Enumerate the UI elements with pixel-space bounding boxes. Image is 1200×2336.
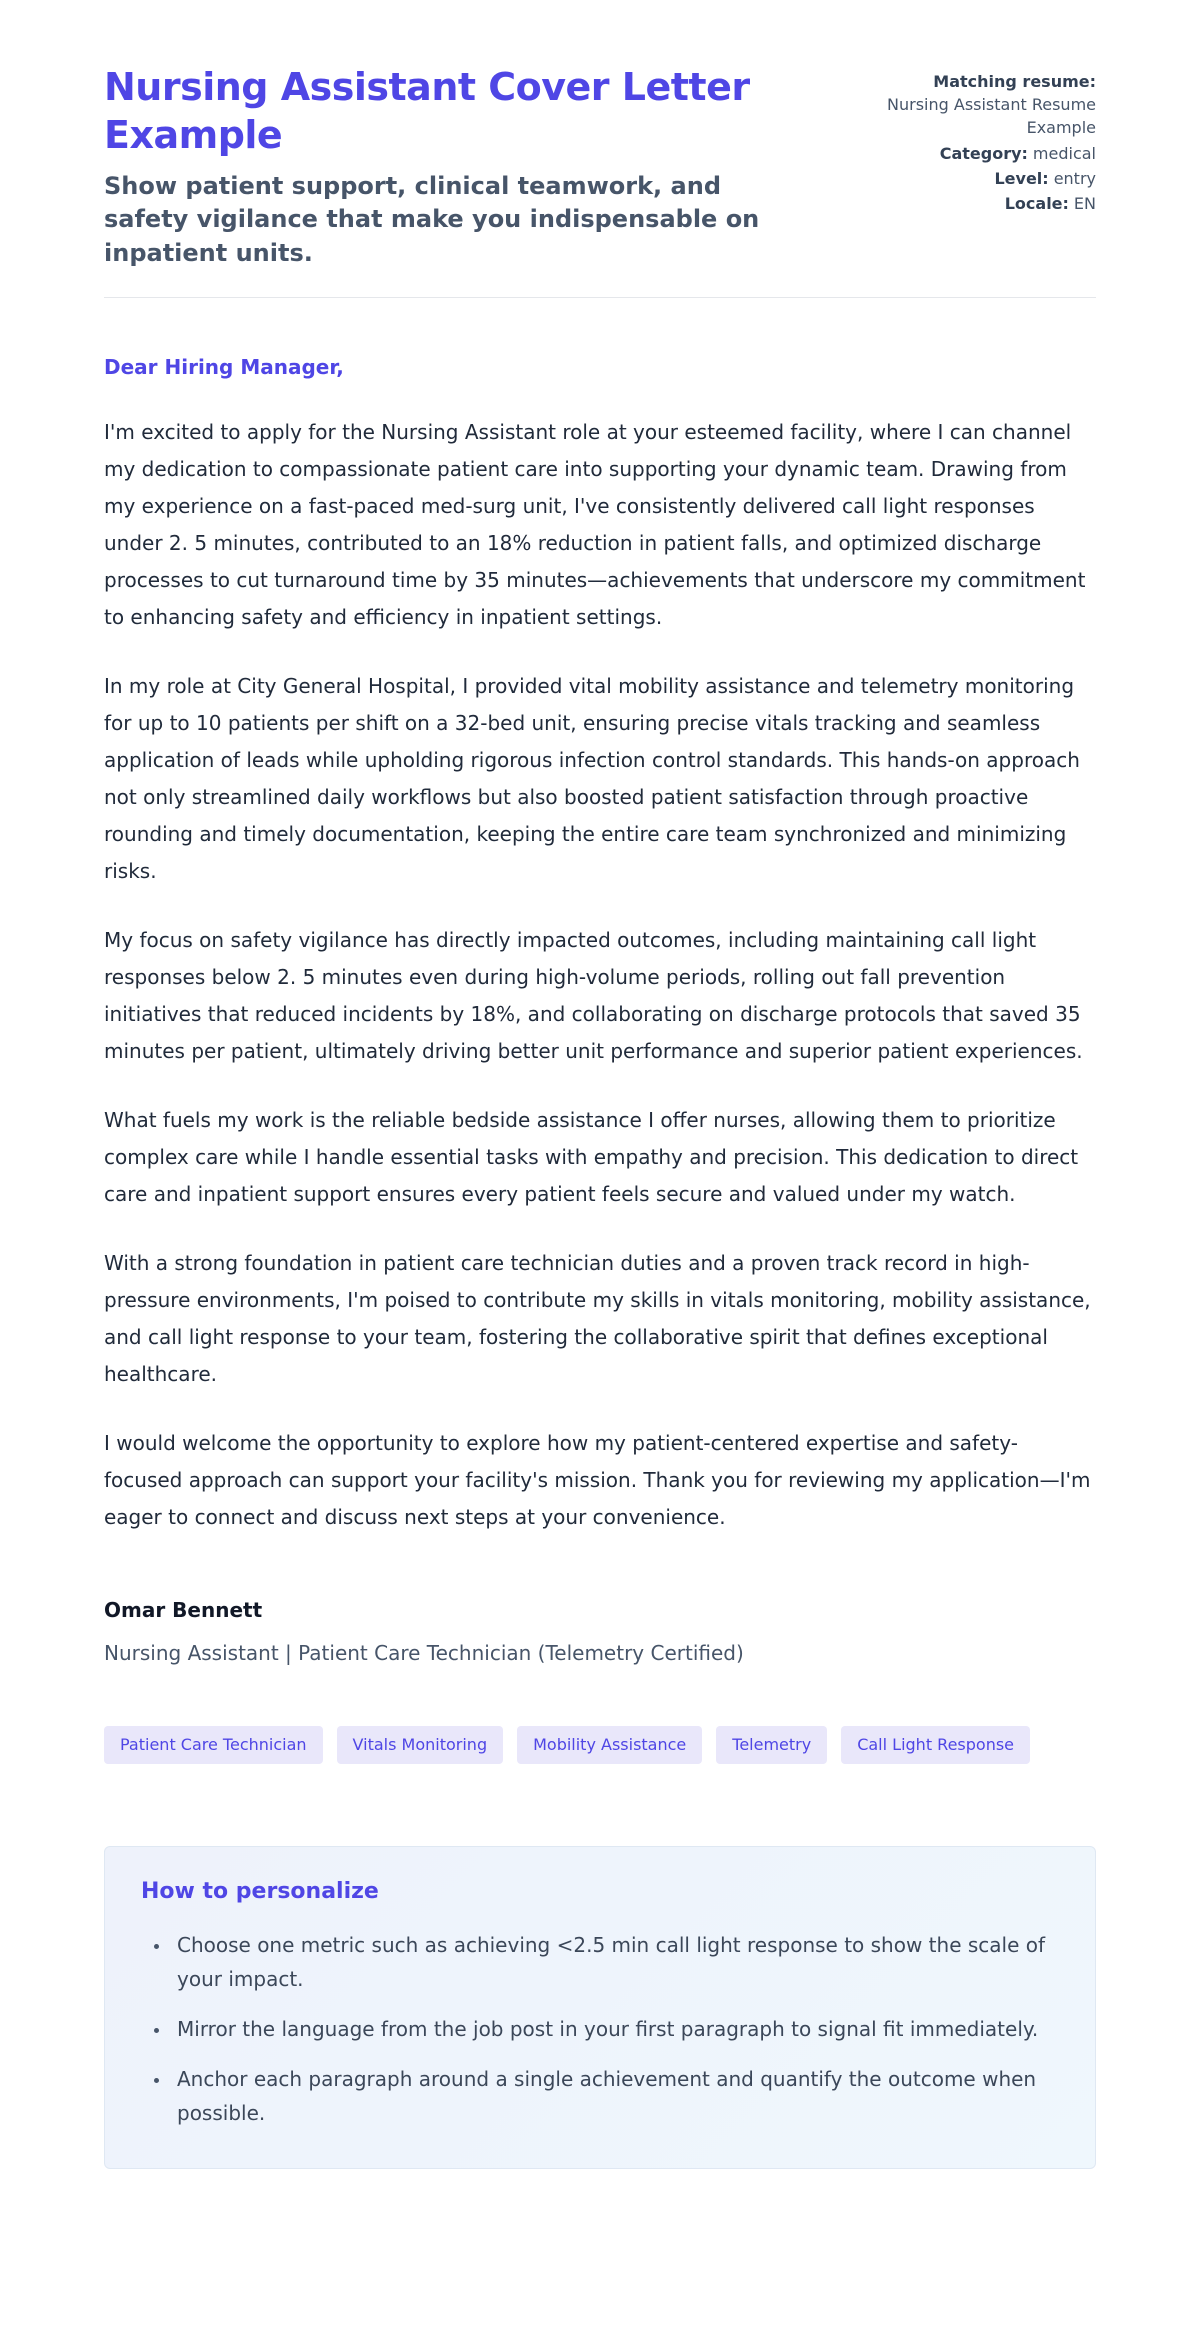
skill-tag[interactable]: Patient Care Technician <box>104 1726 323 1764</box>
skill-tag[interactable]: Call Light Response <box>841 1726 1030 1764</box>
skill-tag[interactable]: Telemetry <box>716 1726 827 1764</box>
letter-paragraph: My focus on safety vigilance has directly impacted outcomes, including maintaining call light responses below 2. 5 minutes even during high-volume periods, rolling out fall prevention initiatives that reduced incidents by 18%, and collaborating on discharge protocols that saved 35 minutes per patient, ultimately driving better unit performance and superior patient experiences. <box>104 927 1083 1063</box>
header-title-block <box>104 64 878 271</box>
personalize-tip: • Mirror the language from the job post in your first paragraph to signal fit immediately. <box>171 2012 1059 2046</box>
level-label: Level: <box>994 168 1049 188</box>
letter-paragraph: In my role at City General Hospital, I provided vital mobility assistance and telemetry monitoring for up to 10 patients per shift on a 32-bed unit, ensuring precise vitals tracking and seamless application of leads while upholding rigorous infection control standards. This hands-on approach not only streamlined daily workflows but also boosted patient satisfaction through proactive rounding and timely documentation, keeping the entire care team synchronized and minimizing risks. <box>104 673 1080 883</box>
level-value: entry <box>1053 168 1096 188</box>
locale-label: Locale: <box>1004 193 1069 213</box>
personalize-tips-box <box>104 1846 1096 2169</box>
page-subtitle: Show patient support, clinical teamwork, and safety vigilance that make you indispensable on inpatient units. <box>104 171 760 267</box>
header-divider <box>104 297 1096 298</box>
matching-resume-value: Nursing Assistant Resume Example <box>887 95 1096 138</box>
locale-row <box>878 192 1096 215</box>
personalize-tip: • Choose one metric such as achieving <2.5 min call light response to show the scale of your impact. <box>171 1928 1059 1996</box>
personalize-tip-list <box>141 1928 1059 2130</box>
skill-tag-list <box>104 1726 1096 1764</box>
personalize-tip: • Anchor each paragraph around a single achievement and quantify the outcome when possible. <box>171 2062 1059 2130</box>
letter-paragraph: I would welcome the opportunity to explore how my patient-centered expertise and safety-focused approach can support your facility's mission. Thank you for reviewing my application—I'm eager to connect and discuss next steps at your convenience. <box>104 1430 1091 1529</box>
personalize-heading: How to personalize <box>141 1878 379 1904</box>
skill-tag[interactable]: Vitals Monitoring <box>337 1726 504 1764</box>
letter-paragraphs <box>104 414 1096 1536</box>
page-title: Nursing Assistant Cover Letter Example <box>104 65 750 157</box>
signature-name: Omar Bennett <box>104 1597 263 1622</box>
resume-meta-panel <box>878 64 1096 215</box>
category-row <box>878 142 1096 165</box>
category-label: Category: <box>939 143 1028 163</box>
skill-tag[interactable]: Mobility Assistance <box>517 1726 702 1764</box>
letter-paragraph: With a strong foundation in patient care technician duties and a proven track record in high-pressure environments, I'm poised to contribute my skills in vitals monitoring, mobility assistance, and call light response to your team, fostering the collaborative spirit that defines exceptional healthcare. <box>104 1250 1091 1386</box>
letter-greeting: Dear Hiring Manager, <box>104 354 344 379</box>
category-value: medical <box>1032 143 1096 163</box>
page-container <box>104 0 1096 2233</box>
letter-paragraph: What fuels my work is the reliable bedside assistance I offer nurses, allowing them to prioritize complex care while I handle essential tasks with empathy and precision. This dedication to direct care and inpatient support ensures every patient feels secure and valued under my watch. <box>104 1107 1079 1206</box>
signature-role: Nursing Assistant | Patient Care Technician (Telemetry Certified) <box>104 1640 744 1665</box>
matching-resume-label: Matching resume: <box>933 72 1096 91</box>
locale-value: EN <box>1073 193 1096 213</box>
level-row <box>878 167 1096 190</box>
cover-letter <box>104 352 1096 1668</box>
letter-paragraph: I'm excited to apply for the Nursing Assistant role at your esteemed facility, where I can channel my dedication to compassionate patient care into supporting your dynamic team. Drawing from my experience on a fast-paced med-surg unit, I've consistently delivered call light responses under 2. 5 minutes, contributed to an 18% reduction in patient falls, and optimized discharge processes to cut turnaround time by 35 minutes—achievements that underscore my commitment to enhancing safety and efficiency in inpatient settings. <box>104 419 1086 629</box>
page-header <box>104 64 1096 271</box>
